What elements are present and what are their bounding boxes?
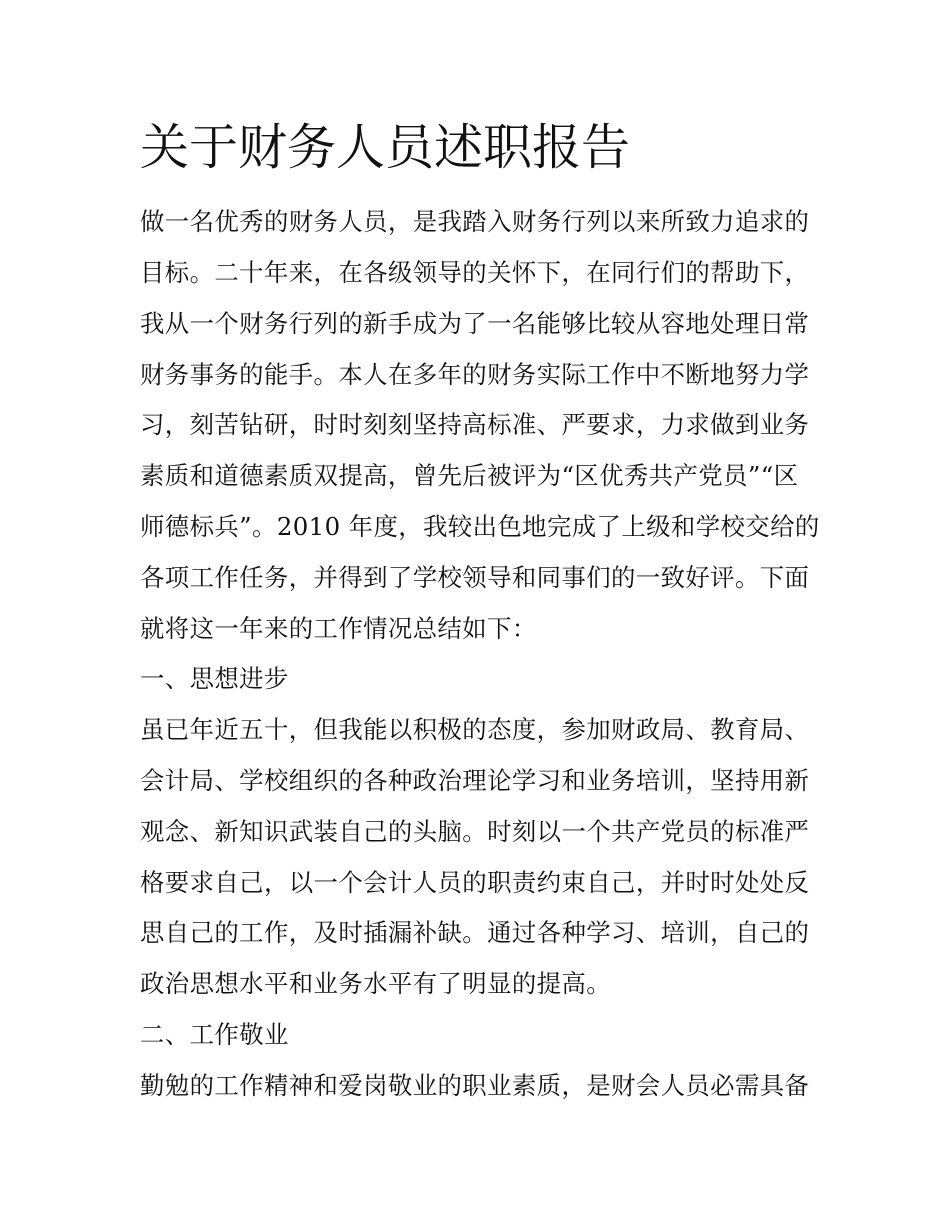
section-heading: 一、思想进步 xyxy=(140,664,289,693)
body-line: 就将这一年来的工作情况总结如下： xyxy=(140,614,537,643)
body-line: 习，刻苦钻研，时时刻刻坚持高标准、严要求，力求做到业务 xyxy=(140,410,810,439)
body-line: 格要求自己，以一个会计人员的职责约束自己，并时时处处反 xyxy=(140,868,810,897)
body-line: 素质和道德素质双提高，曾先后被评为“区优秀共产党员”“区 xyxy=(140,461,799,490)
body-line: 虽已年近五十，但我能以积极的态度，参加财政局、教育局、 xyxy=(140,715,810,744)
section-heading: 二、工作敬业 xyxy=(140,1020,289,1049)
body-line: 目标。二十年来，在各级领导的关怀下，在同行们的帮助下， xyxy=(140,258,810,287)
body-line: 各项工作任务，并得到了学校领导和同事们的一致好评。下面 xyxy=(140,563,810,592)
body-line: 做一名优秀的财务人员，是我踏入财务行列以来所致力追求的 xyxy=(140,207,810,236)
body-line: 师德标兵”。2010 年度，我较出色地完成了上级和学校交给的 xyxy=(140,512,820,541)
body-line: 政治思想水平和业务水平有了明显的提高。 xyxy=(140,969,612,998)
body-line: 我从一个财务行列的新手成为了一名能够比较从容地处理日常 xyxy=(140,309,810,338)
body-line: 勤勉的工作精神和爱岗敬业的职业素质，是财会人员必需具备 xyxy=(140,1071,810,1100)
body-line: 思自己的工作，及时插漏补缺。通过各种学习、培训，自己的 xyxy=(140,918,810,947)
body-line: 会计局、学校组织的各种政治理论学习和业务培训，坚持用新 xyxy=(140,766,810,795)
body-line: 财务事务的能手。本人在多年的财务实际工作中不断地努力学 xyxy=(140,360,810,389)
body-line: 观念、新知识武装自己的头脑。时刻以一个共产党员的标准严 xyxy=(140,817,810,846)
document-title: 关于财务人员述职报告 xyxy=(140,119,631,176)
